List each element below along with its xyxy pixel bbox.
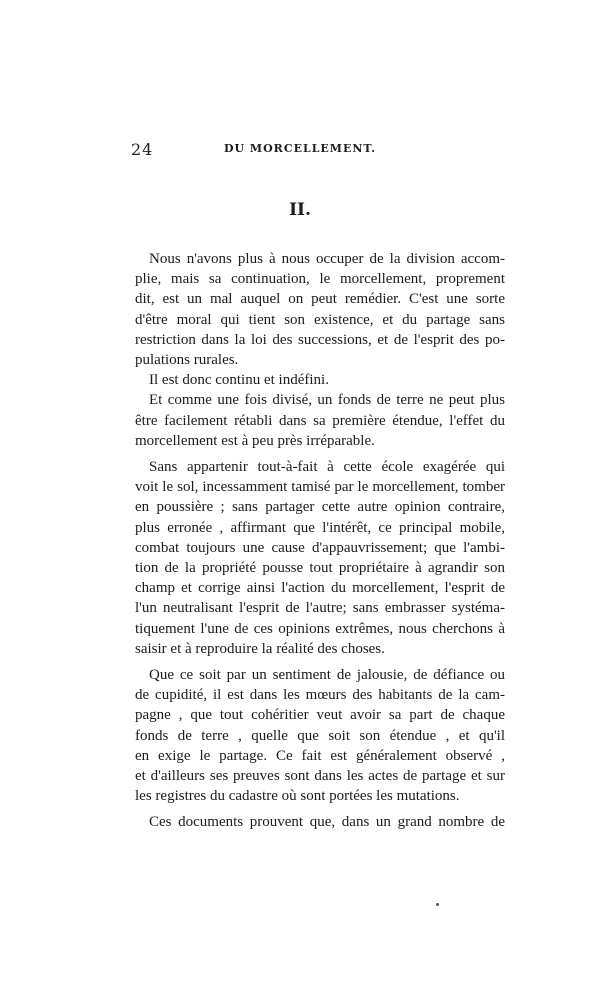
text-line: plus erronée , affirmant que l'intérêt, ce principal mobile, — [135, 519, 505, 536]
text-line: fonds de terre , quelle que soit son étendue , et qu'il — [135, 727, 505, 744]
page-number: 24 — [131, 140, 154, 159]
paragraph — [135, 812, 505, 832]
text-line: Nous n'avons plus à nous occuper de la division accom- — [149, 251, 505, 267]
running-title: DU MORCELLEMENT. — [223, 142, 377, 155]
section-heading: II. — [289, 200, 311, 220]
text-line: Sans appartenir tout-à-fait à cette école exagérée qui — [149, 459, 505, 476]
text-line: l'un neutralisant l'esprit de l'autre; sans embrasser systéma- — [135, 600, 505, 617]
text-line: être facilement rétabli dans sa première étendue, l'effet du — [135, 412, 505, 429]
text-line: Et comme une fois divisé, un fonds de terre ne peut plus — [149, 392, 505, 409]
text-line: Que ce soit par un sentiment de jalousie, de défiance ou — [149, 667, 505, 684]
text-line: pagne , que tout cohéritier veut avoir sa part de chaque — [135, 707, 505, 724]
text-line: Il est donc continu et indéfini. — [149, 372, 329, 389]
text-line: Ces documents prouvent que, dans un grand nombre de — [149, 814, 505, 831]
text-line: dit, est un mal auquel on peut remédier. C'est une sorte — [135, 291, 505, 308]
text-line: combat toujours une cause d'appauvrissement; que l'ambi- — [135, 539, 505, 556]
text-line: tiquement l'une de ces opinions extrêmes, nous cherchons à — [135, 620, 505, 637]
text-line: de cupidité, il est dans les mœurs des habitants de la cam- — [135, 687, 505, 704]
text-line: restriction dans la loi des successions, et de l'esprit des po- — [135, 331, 505, 348]
ink-speck — [436, 903, 439, 906]
text-line: en poussière ; sans partager cette autre opinion contraire, — [135, 499, 505, 516]
text-line: d'être moral qui tient son existence, et du partage sans — [135, 311, 505, 328]
text-line: champ et corrige ainsi l'action du morcellement, l'esprit de — [135, 580, 505, 597]
text-line: saisir et à reproduire la réalité des choses. — [135, 640, 385, 657]
text-line: les registres du cadastre où sont portées les mutations. — [135, 788, 460, 805]
page-header — [0, 140, 600, 160]
paragraph — [135, 370, 505, 390]
text-line: morcellement est à peu près irréparable. — [135, 432, 375, 449]
paragraph — [135, 249, 505, 370]
paragraph — [135, 390, 505, 451]
text-line: et d'ailleurs ses preuves sont dans les actes de partage et sur — [135, 768, 505, 785]
text-line: tion de la propriété pousse tout propriétaire à agrandir son — [135, 560, 505, 577]
paragraph — [135, 457, 505, 659]
body-text — [135, 249, 505, 833]
text-line: voit le sol, incessamment tamisé par le morcellement, tomber — [135, 479, 505, 496]
text-line: pulations rurales. — [135, 352, 239, 369]
text-line: plie, mais sa continuation, le morcellement, proprement — [135, 271, 505, 288]
text-line: en exige le partage. Ce fait est généralement observé , — [135, 747, 505, 764]
paragraph — [135, 665, 505, 806]
